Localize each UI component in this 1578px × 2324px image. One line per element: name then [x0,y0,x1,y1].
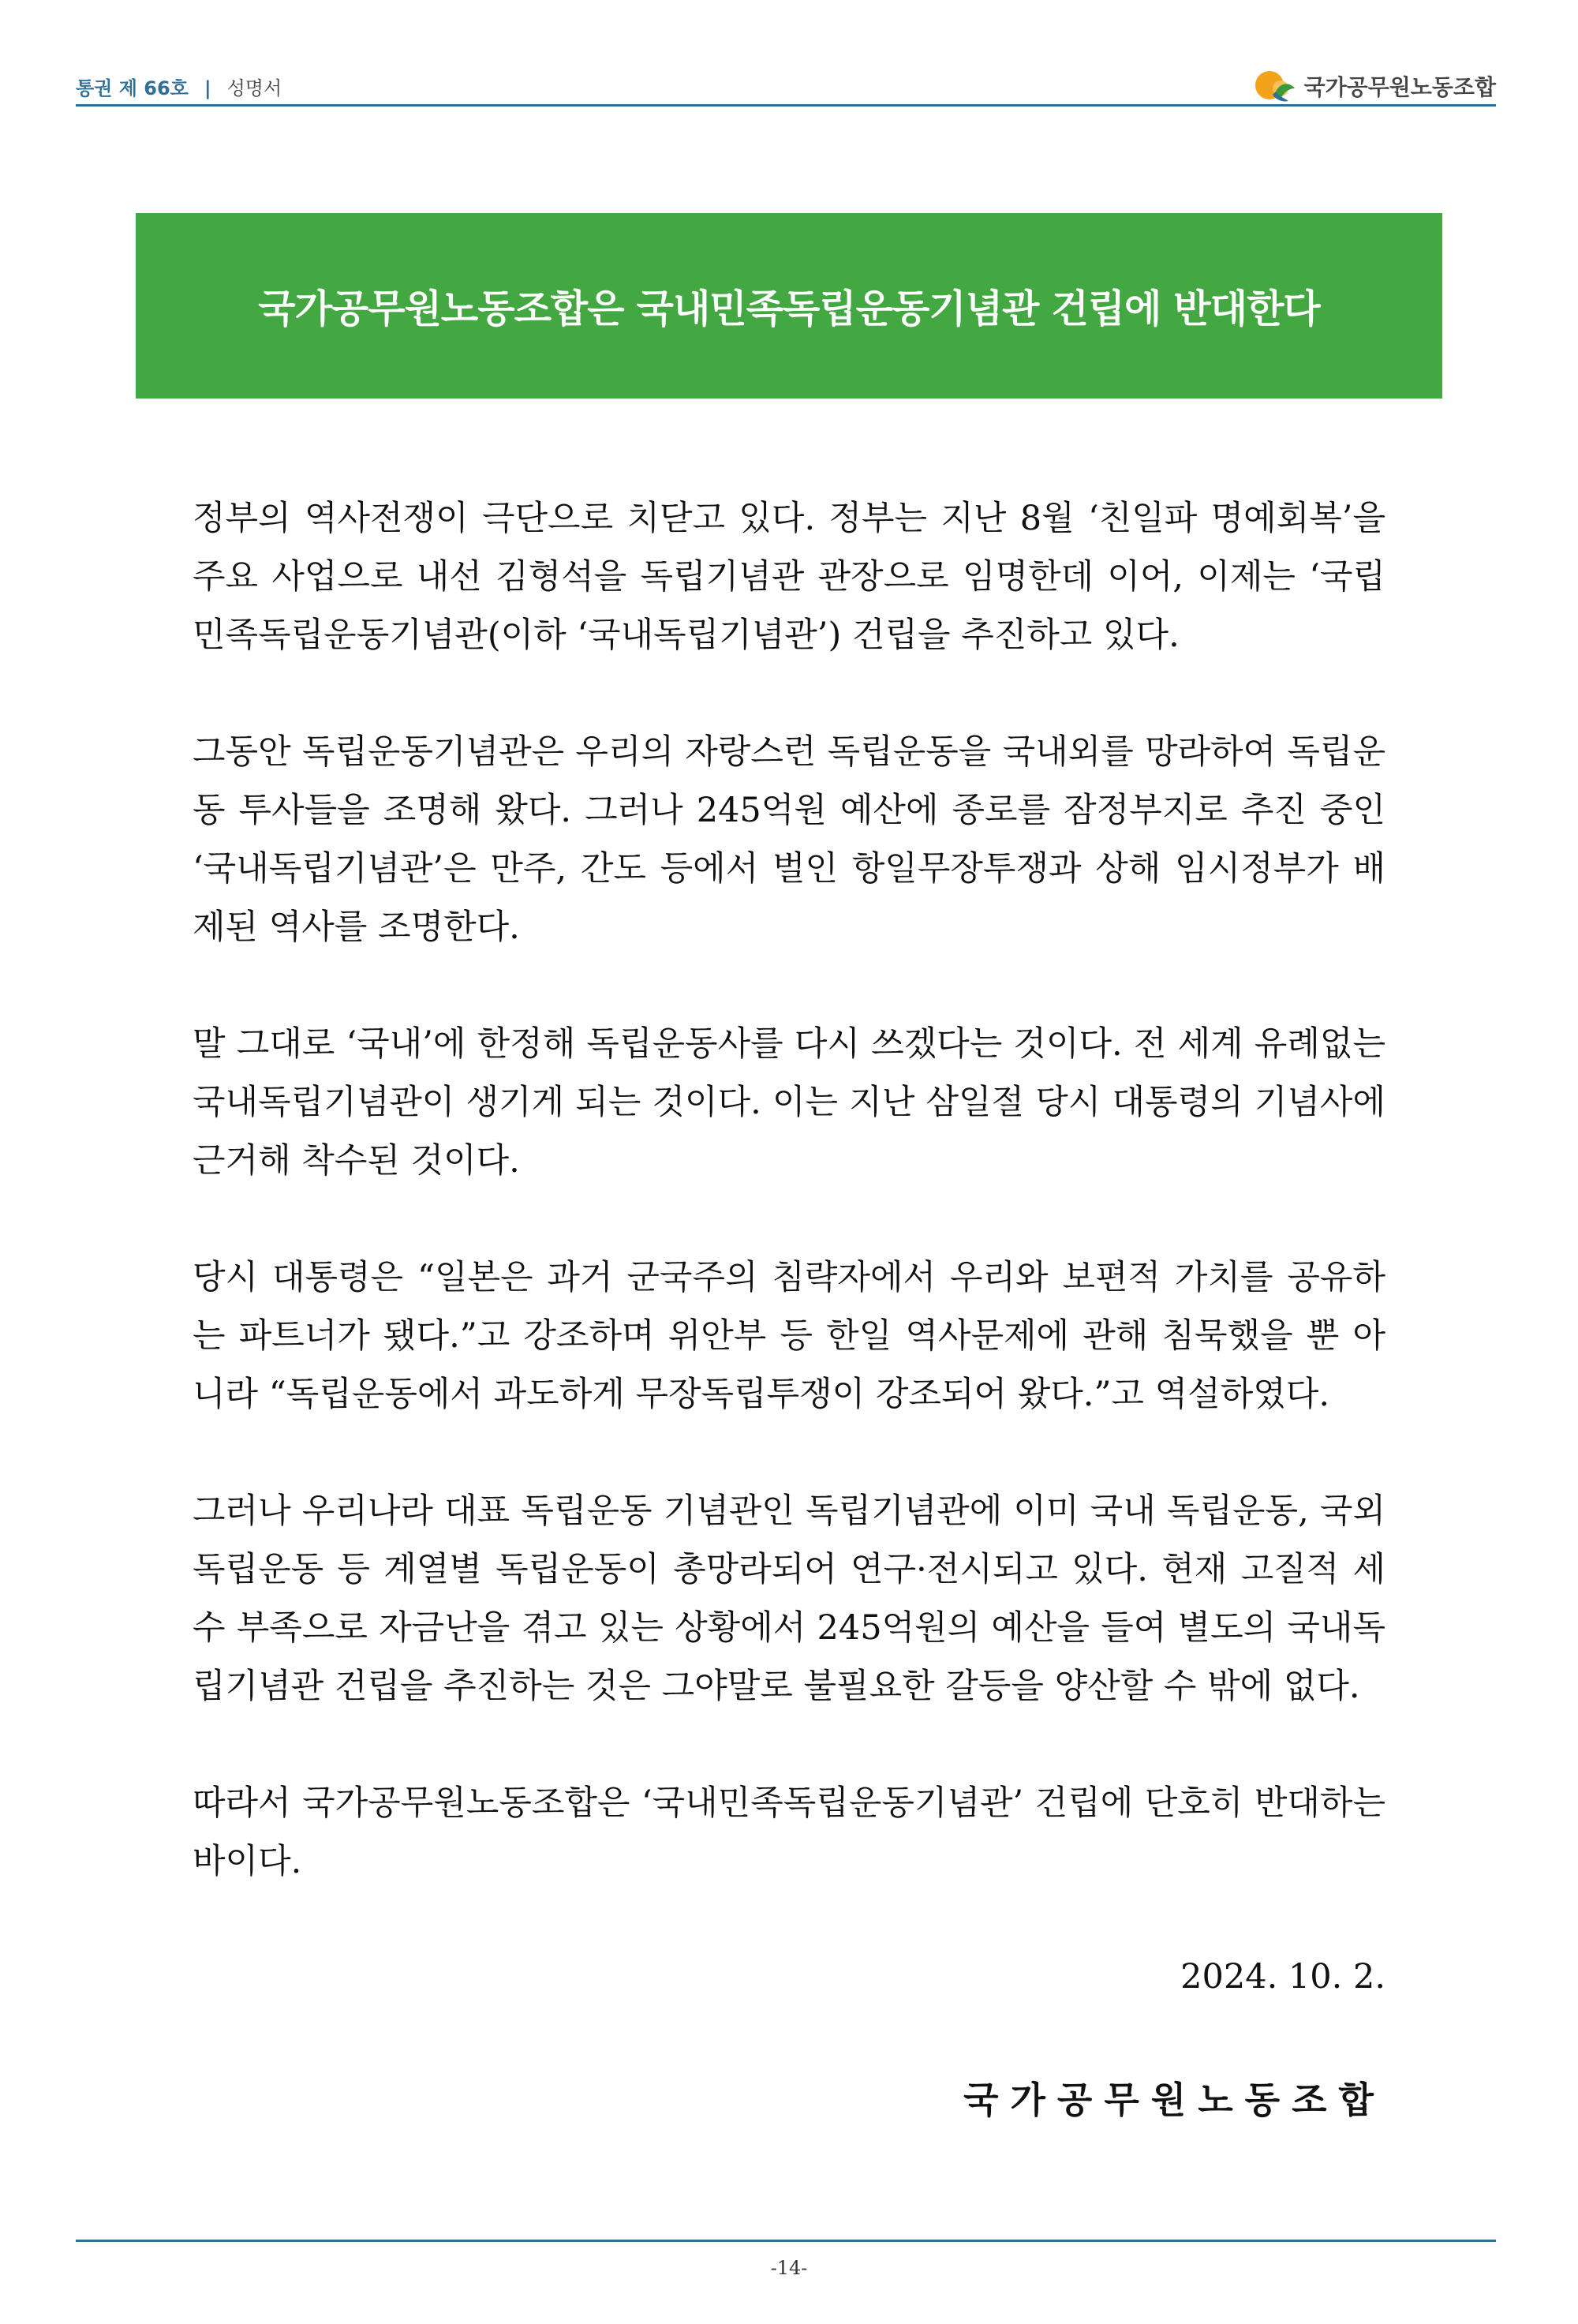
paragraph-1: 정부의 역사전쟁이 극단으로 치닫고 있다. 정부는 지난 8월 ‘친일파 명예회복’을 주요 사업으로 내선 김형석을 독립기념관 관장으로 임명한데 이어, 이제는 ‘국립민족독립운동기념관(이하 ‘국내독립기념관’) 건립을 추진하고 있다. [193,499,1385,655]
organization-signature: 국가공무원노동조합 [963,2079,1385,2121]
paragraph-5: 그러나 우리나라 대표 독립운동 기념관인 독립기념관에 이미 국내 독립운동, 국외 독립운동 등 계열별 독립운동이 총망라되어 연구·전시되고 있다. 현재 고질적 세수 부족으로 자금난을 겪고 있는 상황에서 245억원의 예산을 들여 별도의 국내독립기념관 건립을 추진하는 것은 그야말로 불필요한 갈등을 양산할 수 밖에 없다. [193,1491,1385,1706]
footer-divider [76,2240,1496,2242]
section-name: 성명서 [226,77,282,99]
header-logo [1252,65,1496,107]
header-left [76,73,282,100]
union-logo-icon [1252,65,1299,107]
logo-text: 국가공무원노동조합 [1303,74,1496,100]
title-banner [136,213,1442,399]
statement-date: 2024. 10. 2. [1180,1957,1385,1997]
page-number: -14- [770,2257,808,2279]
statement-body [193,489,1385,1949]
paragraph-2: 그동안 독립운동기념관은 우리의 자랑스런 독립운동을 국내외를 망라하여 독립운동 투사들을 조명해 왔다. 그러나 245억원 예산에 종로를 잠정부지로 추진 중인 ‘국내독립기념관’은 만주, 간도 등에서 벌인 항일무장투쟁과 상해 임시정부가 배제된 역사를 조명한다. [193,732,1385,947]
paragraph-3: 말 그대로 ‘국내’에 한정해 독립운동사를 다시 쓰겠다는 것이다. 전 세계 유례없는 국내독립기념관이 생기게 되는 것이다. 이는 지난 삼일절 당시 대통령의 기념사에 근거해 착수된 것이다. [193,1024,1385,1181]
header-separator: | [204,77,211,99]
page-header [76,65,1496,107]
paragraph-4: 당시 대통령은 “일본은 과거 군국주의 침략자에서 우리와 보편적 가치를 공유하는 파트너가 됐다.”고 강조하며 위안부 등 한일 역사문제에 관해 침묵했을 뿐 아니라 “독립운동에서 과도하게 무장독립투쟁이 강조되어 왔다.”고 역설하였다. [193,1258,1385,1414]
paragraph-6: 따라서 국가공무원노동조합은 ‘국내민족독립운동기념관’ 건립에 단호히 반대하는 바이다. [193,1783,1385,1881]
document-title: 국가공무원노동조합은 국내민족독립운동기념관 건립에 반대한다 [258,286,1320,331]
issue-number: 통권 제 66호 [76,77,189,99]
